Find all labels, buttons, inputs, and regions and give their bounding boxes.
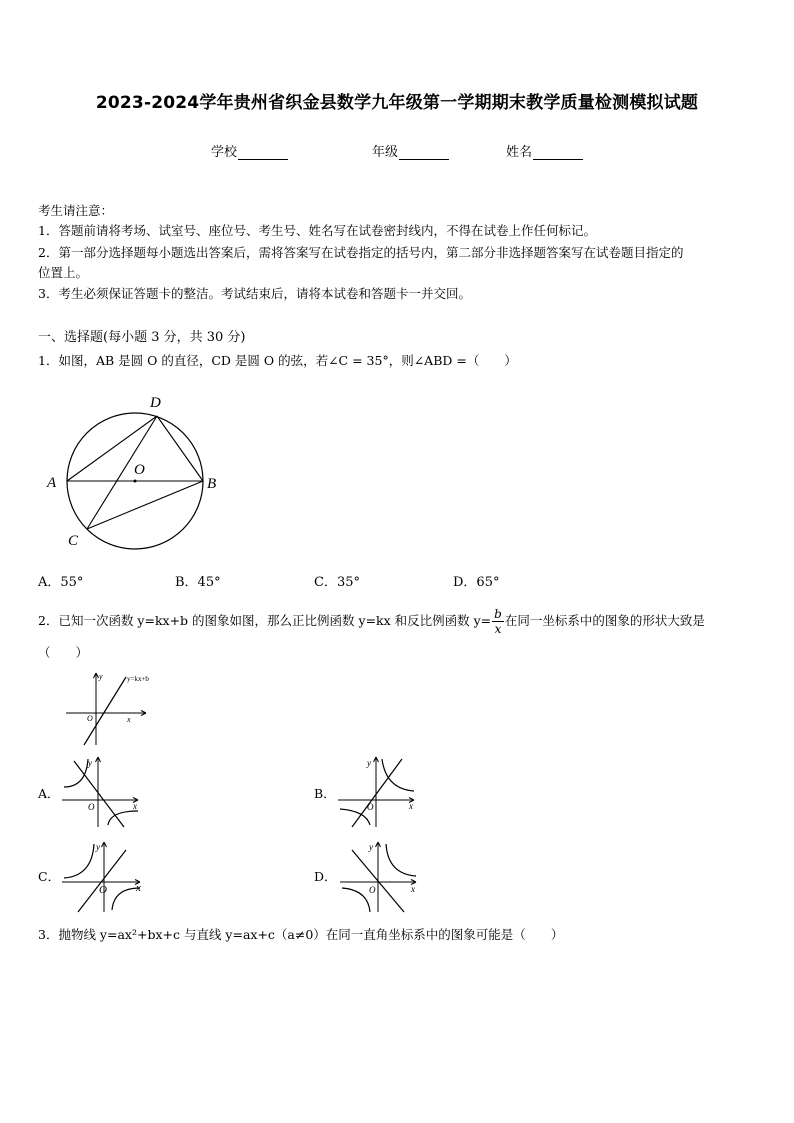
fraction-denominator: x xyxy=(494,622,502,636)
notice-item-2: 2．第一部分选择题每小题选出答案后，需将答案写在试卷指定的括号内，第二部分非选择题答案写在试卷题目指定的 xyxy=(38,245,684,260)
chord-dc xyxy=(87,416,157,529)
label-b: B xyxy=(207,476,217,492)
school-field xyxy=(211,141,288,160)
notice-item-3: 3．考生必须保证答题卡的整洁。考试结束后，请将本试卷和答题卡一并交回。 xyxy=(38,286,471,301)
svg-text:x: x xyxy=(409,801,413,811)
section-heading: 一、选择题(每小题 3 分，共 30 分) xyxy=(38,330,246,345)
school-label: 学校 xyxy=(211,145,238,160)
label-a: A xyxy=(47,475,57,491)
label-o: O xyxy=(134,462,145,478)
grade-label: 年级 xyxy=(372,145,399,160)
grade-blank[interactable] xyxy=(399,145,449,160)
notice-item-2-cont: 位置上。 xyxy=(38,265,89,280)
svg-text:O: O xyxy=(99,884,107,896)
notice-heading: 考生请注意： xyxy=(38,203,114,218)
q2-paren: （ ） xyxy=(38,645,89,660)
q2-text xyxy=(38,607,705,636)
chord-db xyxy=(157,416,203,481)
svg-text:y: y xyxy=(96,842,100,852)
ref-graph-label: y=kx+b xyxy=(127,675,149,683)
svg-text:O: O xyxy=(87,714,93,723)
svg-text:y: y xyxy=(99,672,103,681)
q2-option-d-graph[interactable] xyxy=(338,838,422,914)
q1-text: 1．如图，AB 是圆 O 的直径，CD 是圆 O 的弦，若∠C = 35°，则∠ABD =（ ） xyxy=(38,353,517,368)
q1-option-c[interactable]: C．35° xyxy=(314,575,360,590)
q3-text: 3．抛物线 y=ax²+bx+c 与直线 y=ax+c（a≠0）在同一直角坐标系中的图象可能是（ ） xyxy=(38,927,564,942)
line-kx-b xyxy=(84,677,126,745)
fraction-numerator: b xyxy=(494,607,502,621)
chord-cb xyxy=(87,481,203,529)
q1-option-d[interactable]: D．65° xyxy=(453,575,500,590)
q1-option-a[interactable]: A．55° xyxy=(38,575,84,590)
name-label: 姓名 xyxy=(506,145,533,160)
svg-text:O: O xyxy=(369,885,376,895)
q2-option-b-graph[interactable] xyxy=(336,753,420,829)
svg-text:O: O xyxy=(88,802,95,812)
q2-fraction xyxy=(492,607,504,636)
q2-text-after: 在同一坐标系中的图象的形状大致是 xyxy=(504,613,705,628)
q2-option-b-label[interactable]: B． xyxy=(314,786,336,801)
q1-circle-figure xyxy=(40,390,230,550)
svg-text:x: x xyxy=(136,882,141,894)
svg-text:y: y xyxy=(369,842,373,852)
q2-text-before: 2．已知一次函数 y=kx+b 的图象如图，那么正比例函数 y=kx 和反比例函数 y= xyxy=(38,613,492,628)
name-blank[interactable] xyxy=(533,145,583,160)
q2-option-d-label[interactable]: D． xyxy=(314,869,337,884)
q2-option-a-graph[interactable] xyxy=(60,753,144,829)
svg-text:x: x xyxy=(133,801,137,811)
label-c: C xyxy=(68,533,79,549)
name-field xyxy=(506,141,583,160)
label-d: D xyxy=(150,395,161,411)
svg-text:y: y xyxy=(88,758,92,768)
notice-item-1: 1．答题前请将考场、试室号、座位号、考生号、姓名写在试卷密封线内，不得在试卷上作任何标记。 xyxy=(38,223,596,238)
q2-option-c-graph[interactable] xyxy=(60,838,148,914)
svg-text:x: x xyxy=(127,715,131,724)
q2-option-c-label[interactable]: C． xyxy=(38,869,61,884)
grade-field xyxy=(372,141,449,160)
school-blank[interactable] xyxy=(238,145,288,160)
q1-option-b[interactable]: B．45° xyxy=(175,575,221,590)
q2-reference-graph xyxy=(64,667,158,747)
svg-text:y: y xyxy=(367,758,371,768)
page-title: 2023-2024学年贵州省织金县数学九年级第一学期期末教学质量检测模拟试题 xyxy=(95,93,699,113)
center-point xyxy=(134,480,137,483)
q2-option-a-label[interactable]: A． xyxy=(38,786,60,801)
svg-text:x: x xyxy=(411,884,415,894)
svg-text:O: O xyxy=(367,802,374,812)
